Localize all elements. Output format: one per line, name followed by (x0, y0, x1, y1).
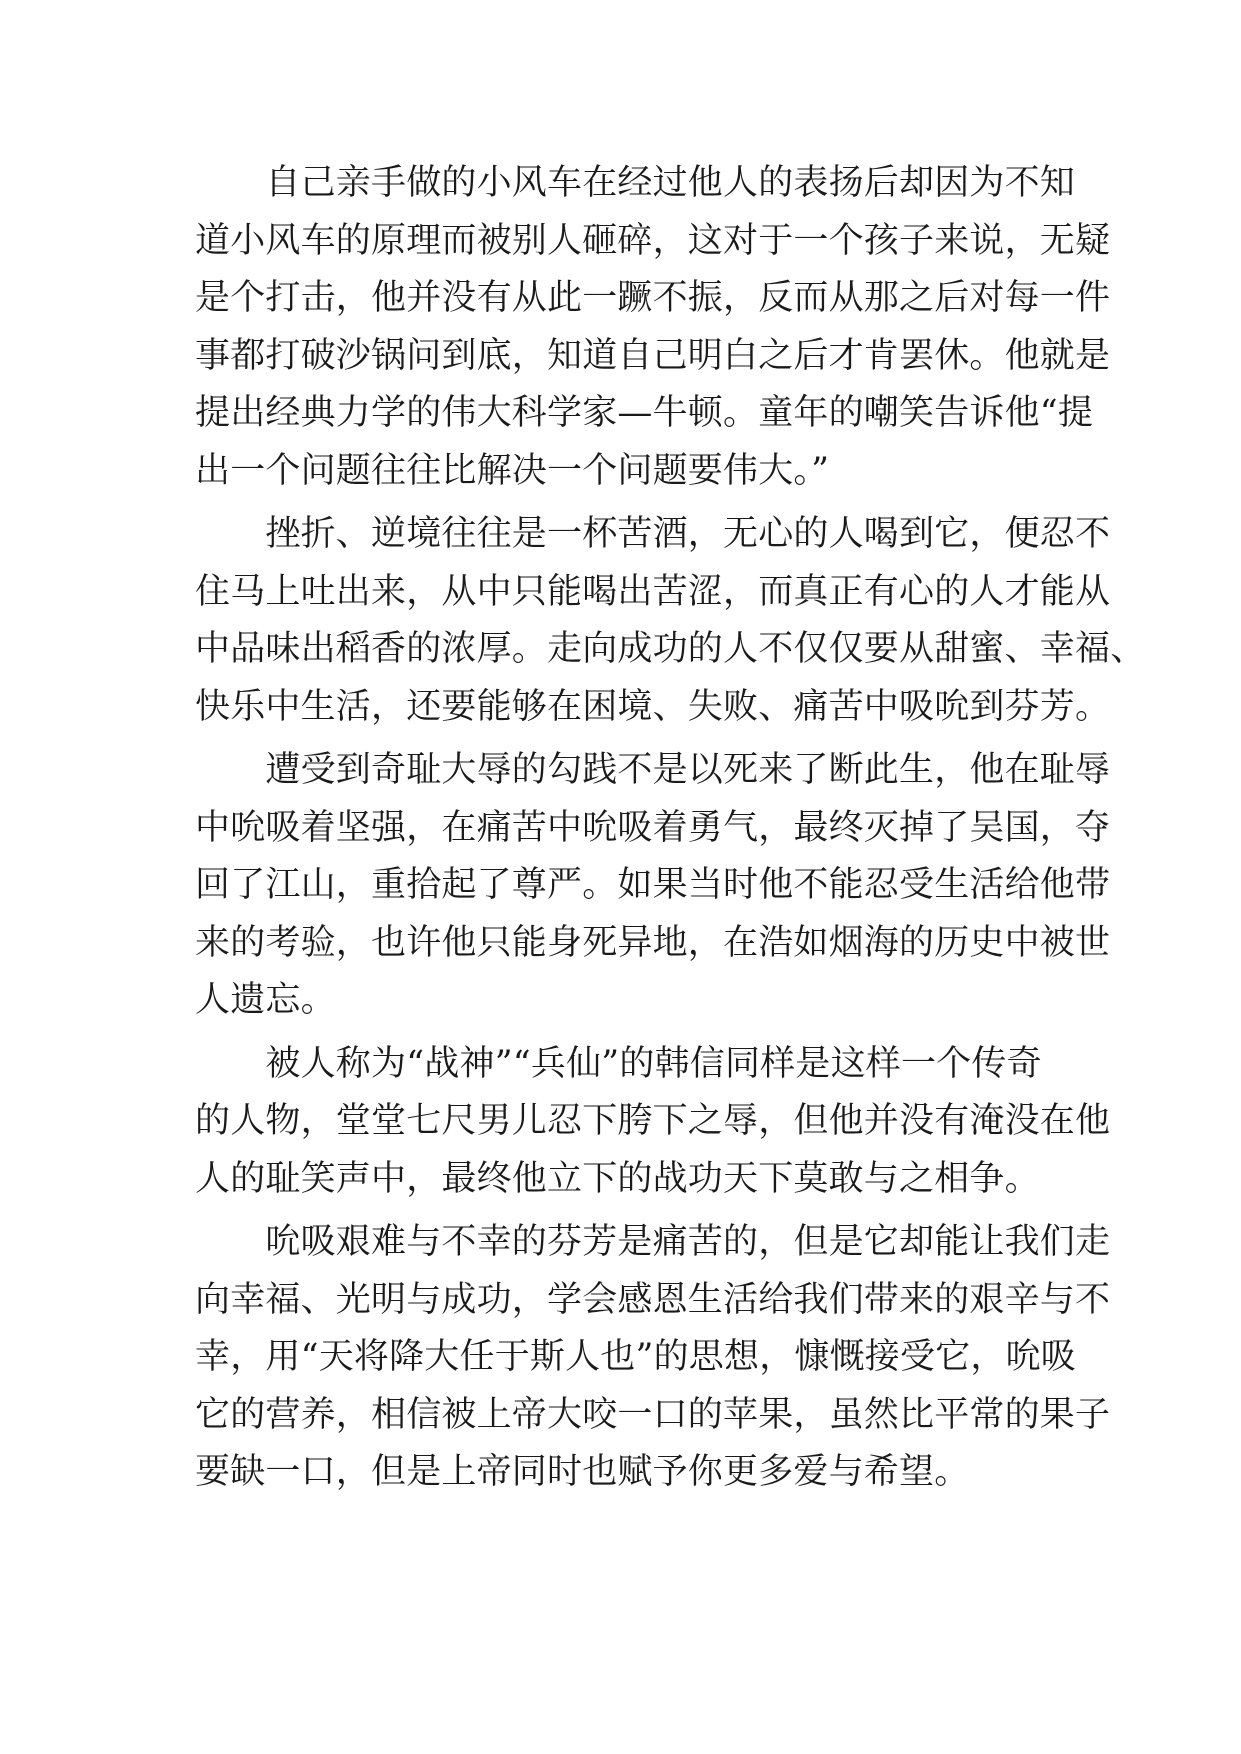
text-line: 向幸福、光明与成功，学会感恩生活给我们带来的艰辛与不 (195, 1279, 1111, 1320)
text-line: 来的考验，也许他只能身死异地，在浩如烟海的历史中被世 (195, 922, 1111, 963)
text-line: 它的营养，相信被上帝大咬一口的苹果，虽然比平常的果子 (195, 1394, 1111, 1435)
text-line: 住马上吐出来，从中只能喝出苦涩，而真正有心的人才能从 (195, 571, 1111, 612)
text-line: 是个打击，他并没有从此一蹶不振，反而从那之后对每一件 (195, 278, 1111, 318)
text-line: 出一个问题往往比解决一个问题要伟大。” (195, 450, 830, 491)
text-line: 回了江山，重拾起了尊严。如果当时他不能忍受生活给他带 (195, 865, 1111, 905)
text-line: 人的耻笑声中，最终他立下的战功天下莫敢与之相争。 (195, 1158, 1040, 1199)
text-line: 的人物，堂堂七尺男儿忍下胯下之辱，但他并没有淹没在他 (195, 1101, 1111, 1141)
text-line: 幸，用“天将降大任于斯人也”的思想，慷慨接受它，吮吸 (195, 1337, 1076, 1377)
text-line: 人遗忘。 (195, 980, 336, 1020)
text-line: 被人称为“战神”“兵仙”的韩信同样是这样一个传奇 (195, 1043, 1042, 1084)
paragraph-adversity (195, 506, 1146, 736)
paragraph-goujian (195, 742, 1111, 1030)
text-line: 中品味出稻香的浓厚。走向成功的人不仅仅要从甜蜜、幸福、 (195, 629, 1146, 669)
text-line: 自己亲手做的小风车在经过他人的表扬后却因为不知 (195, 163, 1076, 203)
text-line: 事都打破沙锅问到底，知道自己明白之后才肯罢休。他就是 (195, 335, 1111, 376)
paragraph-newton (195, 155, 1111, 500)
text-line: 提出经典力学的伟大科学家—牛顿。童年的嘲笑告诉他“提 (195, 393, 1094, 433)
text-line: 要缺一口，但是上帝同时也赋予你更多爱与希望。 (195, 1452, 970, 1492)
text-line: 挫折、逆境往往是一杯苦酒，无心的人喝到它，便忍不 (195, 514, 1111, 554)
text-line: 中吮吸着坚强，在痛苦中吮吸着勇气，最终灭掉了吴国，夺 (195, 807, 1111, 848)
paragraph-conclusion (195, 1214, 1111, 1502)
document-body (195, 155, 1146, 1502)
paragraph-hanxin (195, 1036, 1111, 1209)
text-line: 道小风车的原理而被别人砸碎，这对于一个孩子来说，无疑 (195, 220, 1111, 261)
text-line: 遭受到奇耻大辱的勾践不是以死来了断此生，他在耻辱 (195, 750, 1111, 790)
text-line: 快乐中生活，还要能够在困境、失败、痛苦中吸吮到芬芳。 (195, 686, 1111, 727)
text-line: 吮吸艰难与不幸的芬芳是痛苦的，但是它却能让我们走 (195, 1222, 1111, 1262)
